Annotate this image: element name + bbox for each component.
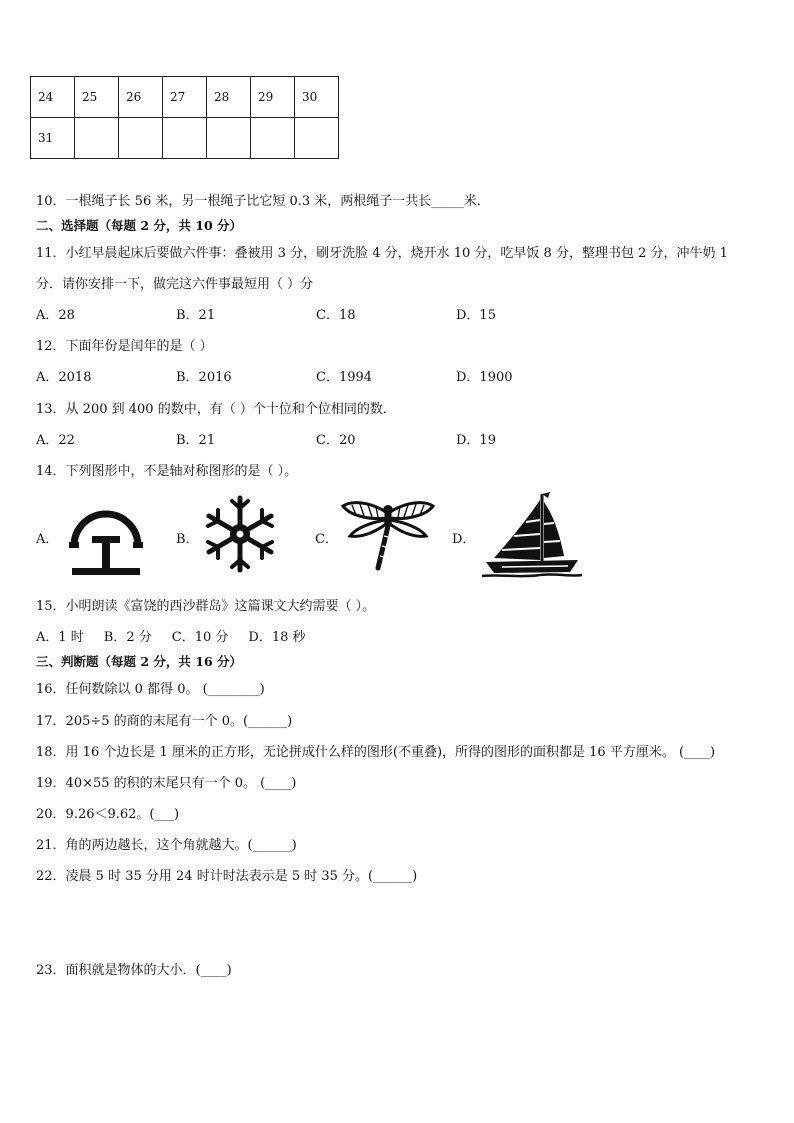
question-10: 10．一根绳子长 56 米，另一根绳子比它短 0.3 米，两根绳子一共长_____米． [36, 194, 490, 209]
question-17: 17．205÷5 的商的末尾有一个 0。(______) [36, 714, 293, 729]
calendar-cell [163, 118, 207, 159]
option-c[interactable]: C．1994 [316, 370, 373, 385]
option-a[interactable]: A．22 [36, 433, 75, 448]
calendar-cell [251, 118, 295, 159]
question-12-options [36, 366, 596, 385]
option-d[interactable]: D．15 [456, 308, 496, 323]
question-22: 22．凌晨 5 时 35 分用 24 时计时法表示是 5 时 35 分。(______) [36, 869, 418, 884]
option-b[interactable]: B．21 [176, 308, 216, 323]
sailboat-icon [480, 490, 584, 582]
calendar-cell: 30 [295, 77, 339, 118]
option-d-label[interactable]: D． [452, 532, 476, 547]
calendar-cell: 24 [31, 77, 75, 118]
question-12: 12．下面年份是闰年的是（ ） [36, 339, 213, 354]
option-a[interactable]: A．2018 [36, 370, 92, 385]
section-choice-heading: 二、选择题（每题 2 分，共 10 分） [36, 218, 243, 233]
calendar-cell [295, 118, 339, 159]
snowflake-icon [200, 494, 280, 574]
dragonfly-icon [340, 496, 436, 576]
option-a[interactable]: A．28 [36, 308, 75, 323]
option-a-label[interactable]: A． [36, 532, 59, 547]
option-b[interactable]: B．21 [176, 433, 216, 448]
question-11-line1: 11．小红早晨起床后要做六件事：叠被用 3 分，刷牙洗脸 4 分，烧开水 10 分，吃早饭 8 分，整理书包 2 分，冲牛奶 1 [36, 246, 728, 261]
option-b[interactable]: B．2 分 [103, 630, 152, 645]
question-11-line2: 分．请你安排一下，做完这六件事最短用（ ）分 [36, 277, 314, 292]
calendar-table [30, 76, 339, 159]
option-c-label[interactable]: C． [315, 532, 338, 547]
question-18: 18．用 16 个边长是 1 厘米的正方形，无论拼成什么样的图形(不重叠)，所得的图形的面积都是 16 平方厘米。 (____) [36, 745, 716, 760]
calendar-cell [119, 118, 163, 159]
option-c[interactable]: C．18 [316, 308, 356, 323]
question-16: 16．任何数除以 0 都得 0。 (________) [36, 682, 265, 697]
calendar-row [31, 118, 339, 159]
option-b[interactable]: B．2016 [176, 370, 232, 385]
question-19: 19．40×55 的积的末尾只有一个 0。 (____) [36, 776, 297, 791]
option-d[interactable]: D．18 秒 [248, 630, 306, 645]
calendar-cell: 27 [163, 77, 207, 118]
question-11-options [36, 304, 596, 323]
calendar-cell: 26 [119, 77, 163, 118]
option-a[interactable]: A．1 时 [36, 630, 84, 645]
question-14-figures [36, 490, 596, 585]
calendar-cell: 31 [31, 118, 75, 159]
arch-symbol-icon [66, 496, 146, 578]
question-20: 20．9.26＜9.62。(___) [36, 807, 180, 822]
option-d[interactable]: D．1900 [456, 370, 513, 385]
question-15: 15．小明朗读《富饶的西沙群岛》这篇课文大约需要（ ）。 [36, 599, 376, 614]
question-15-options [36, 626, 326, 645]
calendar-cell: 25 [75, 77, 119, 118]
calendar-cell: 29 [251, 77, 295, 118]
calendar-cell [75, 118, 119, 159]
question-14: 14．下列图形中，不是轴对称图形的是（ ）。 [36, 464, 298, 479]
option-d[interactable]: D．19 [456, 433, 496, 448]
calendar-row [31, 77, 339, 118]
question-13: 13．从 200 到 400 的数中，有（ ）个十位和个位相同的数． [36, 402, 396, 417]
calendar-cell [207, 118, 251, 159]
question-21: 21．角的两边越长，这个角就越大。(______) [36, 838, 297, 853]
option-c[interactable]: C．10 分 [171, 630, 229, 645]
option-c[interactable]: C．20 [316, 433, 356, 448]
section-judgement-heading: 三、判断题（每题 2 分，共 16 分） [36, 654, 243, 669]
question-23: 23．面积就是物体的大小．(____) [36, 963, 232, 978]
calendar-cell: 28 [207, 77, 251, 118]
option-b-label[interactable]: B． [176, 532, 199, 547]
question-13-options [36, 429, 596, 448]
